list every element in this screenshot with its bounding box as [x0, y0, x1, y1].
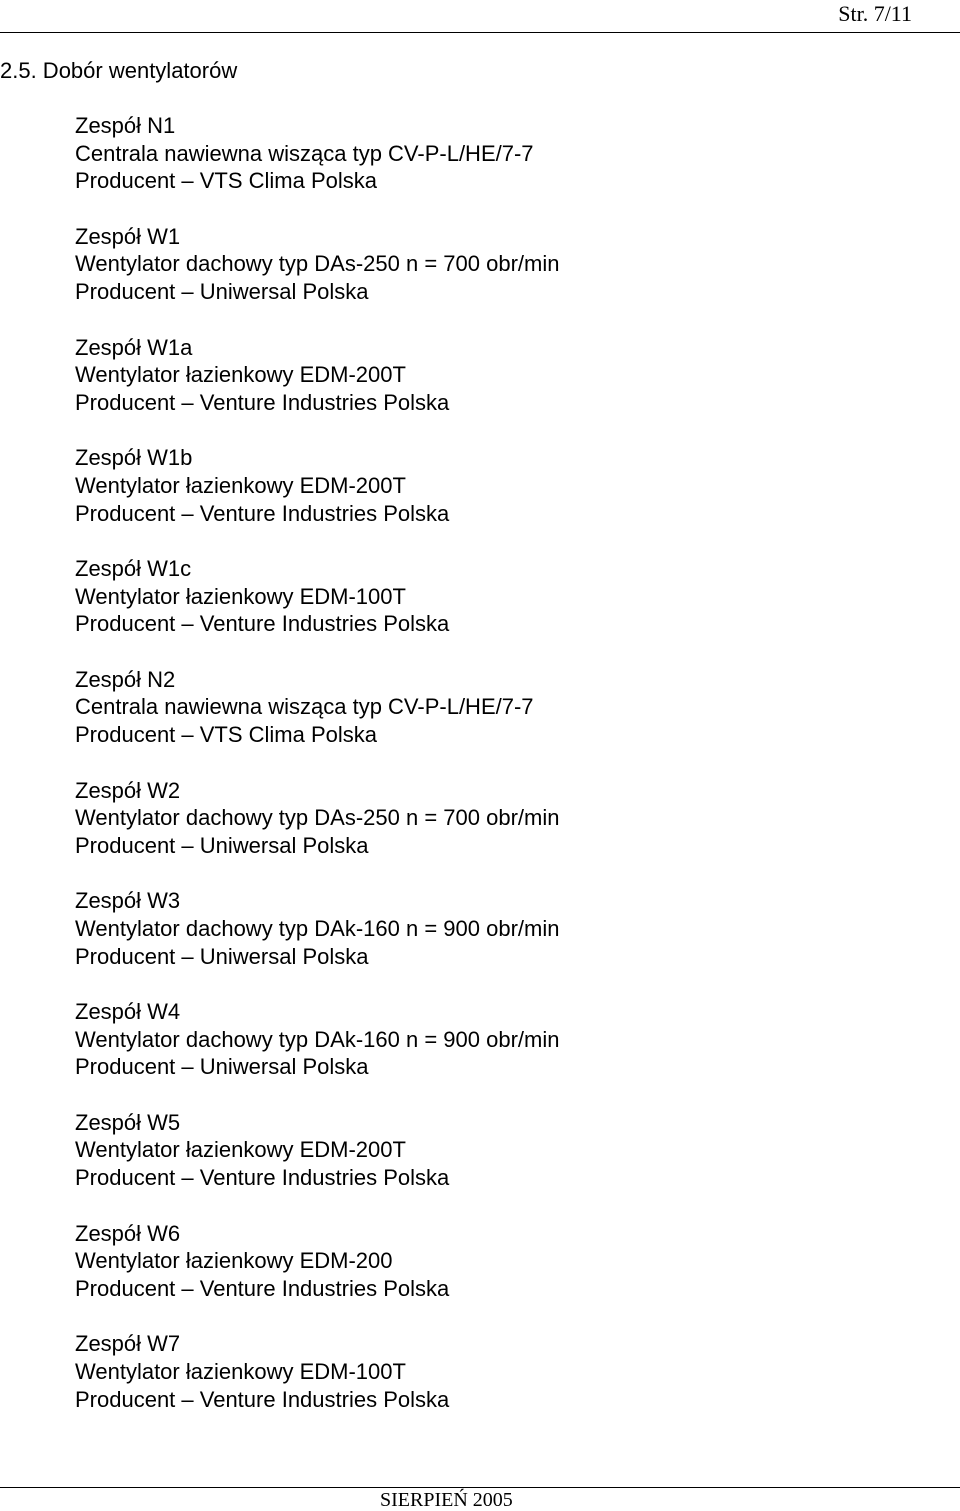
group-w1 — [75, 223, 559, 306]
group-w4 — [75, 998, 559, 1081]
group-producer: Producent – Venture Industries Polska — [75, 500, 450, 526]
group-producer: Producent – Venture Industries Polska — [75, 611, 450, 637]
group-device: Centrala nawiewna wisząca typ CV-P-L/HE/7-7 — [75, 140, 534, 166]
group-producer: Producent – Venture Industries Polska — [75, 1275, 450, 1301]
group-device: Wentylator dachowy typ DAs-250 n = 700 obr/min — [75, 251, 560, 277]
group-device: Wentylator łazienkowy EDM-100T — [75, 583, 406, 609]
group-producer: Producent – VTS Clima Polska — [75, 722, 378, 748]
group-name: Zespół W1a — [75, 334, 193, 360]
group-w1b — [75, 444, 559, 527]
group-w3 — [75, 887, 559, 970]
group-name: Zespół W5 — [75, 1109, 181, 1135]
group-producer: Producent – Venture Industries Polska — [75, 389, 450, 415]
section-title: 2.5. Dobór wentylatorów — [0, 58, 238, 83]
group-n2 — [75, 666, 559, 749]
group-device: Wentylator łazienkowy EDM-200 — [75, 1248, 393, 1274]
group-producer: Producent – Uniwersal Polska — [75, 943, 369, 969]
group-name: Zespół W6 — [75, 1220, 181, 1246]
group-producer: Producent – Venture Industries Polska — [75, 1386, 450, 1412]
group-device: Wentylator łazienkowy EDM-200T — [75, 362, 406, 388]
group-device: Wentylator dachowy typ DAk-160 n = 900 obr/min — [75, 915, 560, 941]
group-device: Wentylator łazienkowy EDM-100T — [75, 1358, 406, 1384]
page-number: Str. 7/11 — [838, 1, 912, 26]
group-producer: Producent – Uniwersal Polska — [75, 1054, 369, 1080]
group-name: Zespół W1c — [75, 556, 192, 581]
group-name: Zespół W2 — [75, 777, 181, 803]
footer-date: SIERPIEŃ 2005 — [380, 1489, 513, 1511]
group-w7 — [75, 1330, 559, 1413]
group-device: Wentylator łazienkowy EDM-200T — [75, 1137, 406, 1163]
group-name: Zespół N2 — [75, 666, 176, 692]
group-w5 — [75, 1109, 559, 1192]
group-device: Wentylator łazienkowy EDM-200T — [75, 472, 406, 498]
header-divider — [0, 32, 960, 33]
group-device: Wentylator dachowy typ DAs-250 n = 700 obr/min — [75, 805, 560, 831]
group-n1 — [75, 112, 559, 195]
group-producer: Producent – Uniwersal Polska — [75, 832, 369, 858]
group-producer: Producent – Venture Industries Polska — [75, 1165, 450, 1191]
group-w2 — [75, 777, 559, 860]
group-name: Zespół W3 — [75, 888, 181, 914]
group-device: Centrala nawiewna wisząca typ CV-P-L/HE/7-7 — [75, 694, 534, 720]
group-name: Zespół W1b — [75, 445, 193, 471]
group-w6 — [75, 1220, 559, 1303]
footer-divider — [0, 1487, 960, 1488]
fan-groups-list — [75, 112, 559, 1441]
group-producer: Producent – VTS Clima Polska — [75, 168, 378, 194]
group-producer: Producent – Uniwersal Polska — [75, 279, 369, 305]
group-w1c — [75, 555, 559, 638]
group-device: Wentylator dachowy typ DAk-160 n = 900 obr/min — [75, 1026, 560, 1052]
group-name: Zespół W7 — [75, 1331, 181, 1357]
group-name: Zespół W1 — [75, 223, 181, 249]
group-w1a — [75, 334, 559, 417]
group-name: Zespół N1 — [75, 113, 176, 138]
group-name: Zespół W4 — [75, 999, 181, 1024]
